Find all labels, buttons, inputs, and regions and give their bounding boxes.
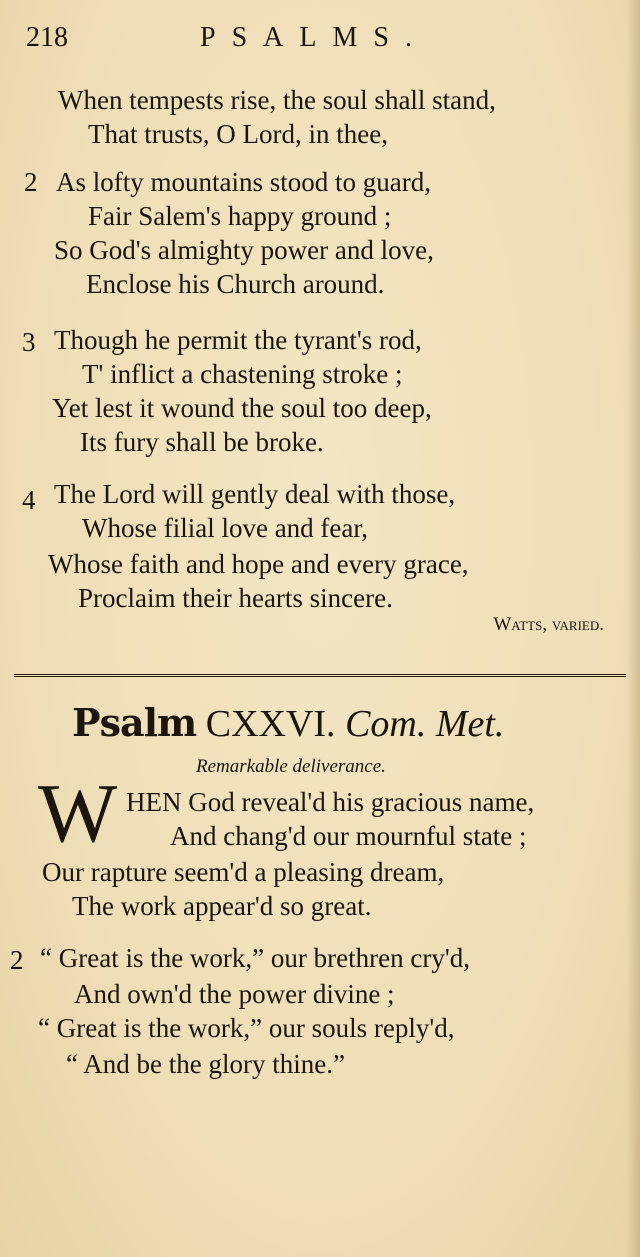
page-number: 218 (26, 22, 68, 53)
drop-cap: W (38, 767, 118, 860)
stanza-number: 2 (24, 167, 38, 197)
running-head: PSALMS. (200, 22, 428, 53)
psalm-title-blackletter: Psalm (72, 700, 197, 745)
attribution: Watts, varied. (493, 614, 604, 635)
verse-line: Fair Salem's happy ground ; (88, 201, 392, 231)
psalm-subtitle: Remarkable deliverance. (196, 756, 386, 777)
psalm-meter: Com. Met. (345, 703, 505, 745)
verse-line: And own'd the power divine ; (74, 979, 395, 1009)
verse-line: Whose filial love and fear, (82, 513, 369, 543)
stanza-number: 3 (22, 327, 36, 357)
verse-line: “ Great is the work,” our souls reply'd, (38, 1013, 455, 1043)
verse-line: That trusts, O Lord, in thee, (88, 119, 388, 149)
verse-line: T' inflict a chastening stroke ; (82, 359, 403, 389)
verse-line: The work appear'd so great. (72, 891, 372, 921)
verse-line: Though he permit the tyrant's rod, (54, 325, 422, 355)
verse-line: Proclaim their hearts sincere. (78, 583, 393, 613)
verse-line: The Lord will gently deal with those, (54, 479, 456, 509)
psalm-numeral: CXXVI. (205, 703, 336, 745)
section-divider (14, 674, 626, 677)
page-edge-shadow (626, 0, 640, 1257)
verse-line: “ And be the glory thine.” (66, 1049, 345, 1079)
verse-line: Its fury shall be broke. (80, 427, 324, 457)
psalm-title (72, 700, 504, 746)
verse-line: Whose faith and hope and every grace, (48, 549, 469, 579)
verse-line: And chang'd our mournful state ; (170, 821, 527, 851)
verse-line: So God's almighty power and love, (54, 235, 434, 265)
page-header (0, 18, 640, 58)
verse-line: When tempests rise, the soul shall stand, (58, 85, 496, 115)
verse-line: “ Great is the work,” our brethren cry'd, (40, 943, 470, 973)
stanza-number: 2 (10, 945, 24, 975)
verse-line: As lofty mountains stood to guard, (56, 167, 431, 197)
verse-line: Enclose his Church around. (86, 269, 385, 299)
verse-line: Our rapture seem'd a pleasing dream, (42, 857, 445, 887)
verse-line: HEN God reveal'd his gracious name, (126, 787, 535, 817)
verse-line: Yet lest it wound the soul too deep, (52, 393, 432, 423)
stanza-number: 4 (22, 485, 36, 515)
